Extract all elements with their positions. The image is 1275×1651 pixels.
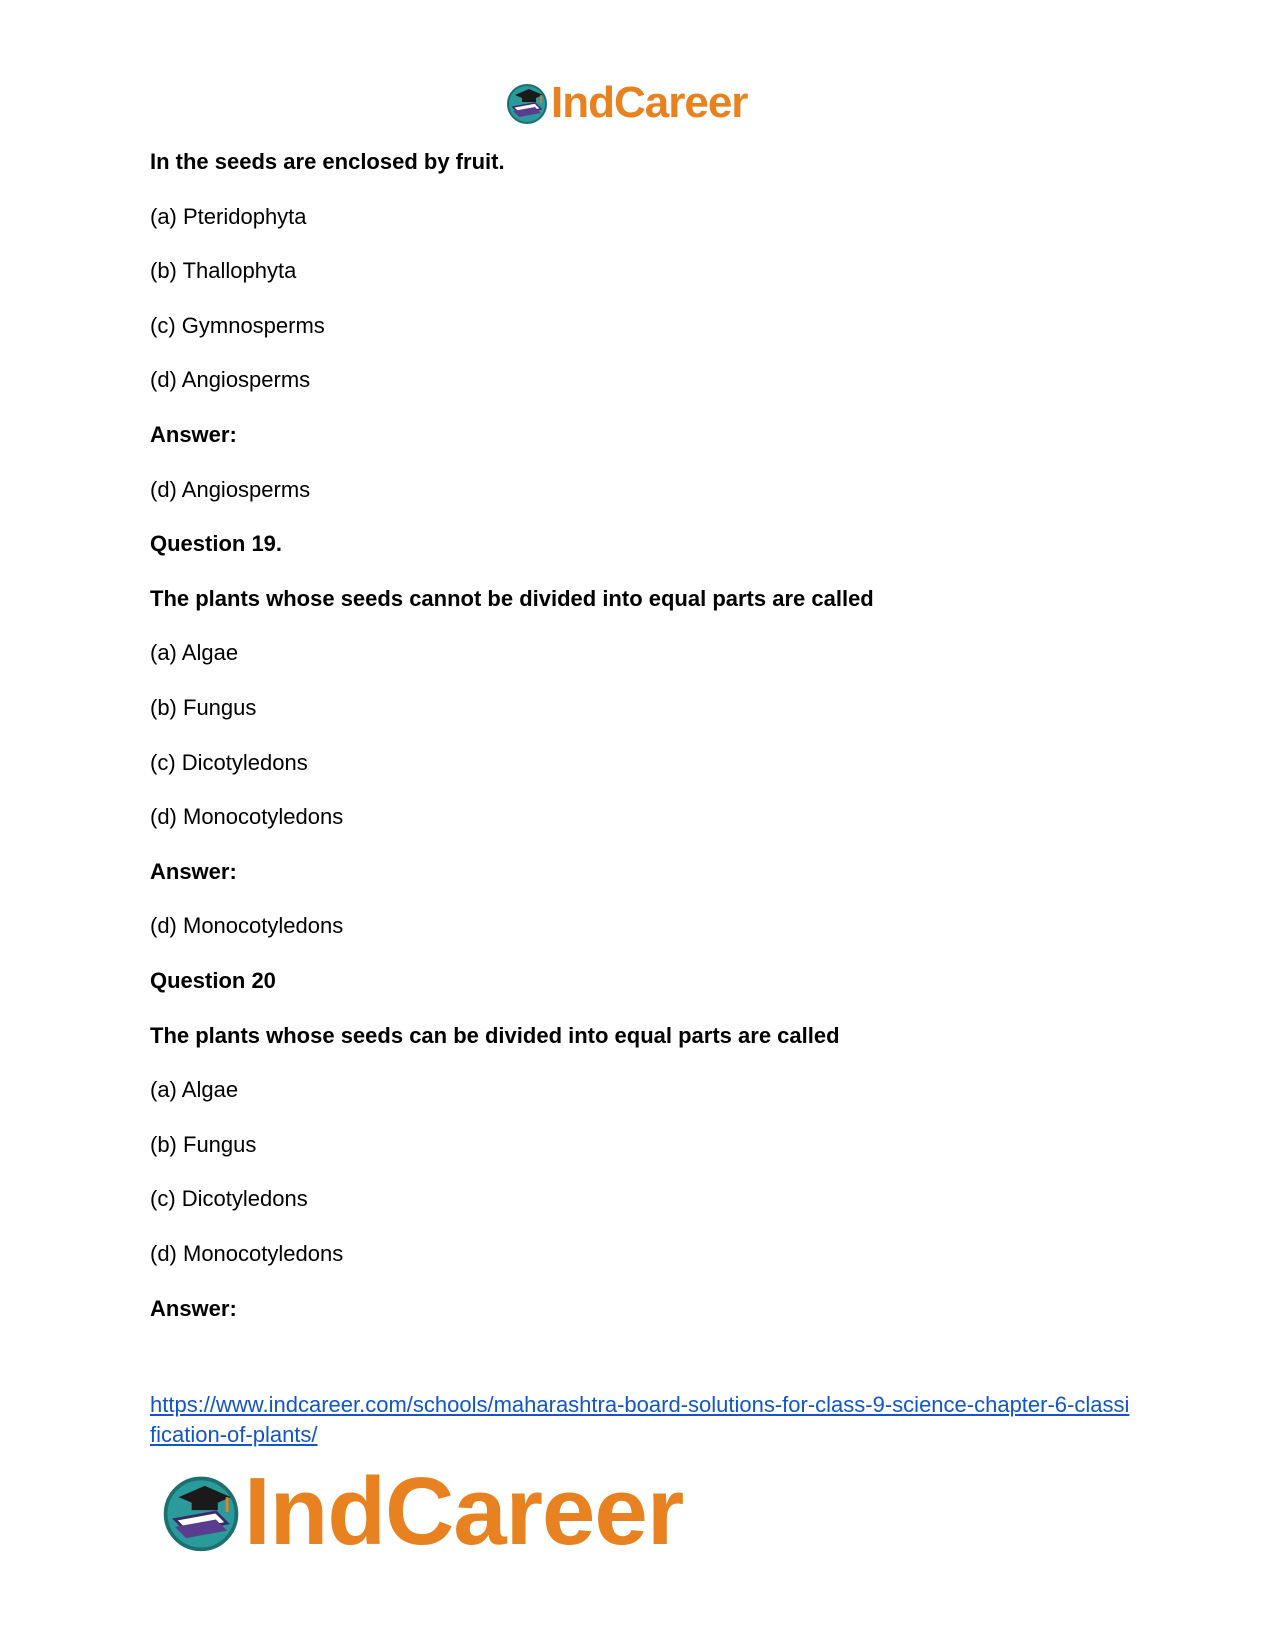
heading-line: Question 19. (150, 531, 283, 556)
heading-line: The plants whose seeds can be divided into equal parts are called (150, 1023, 840, 1048)
option-line: (d) Angiosperms (150, 367, 311, 392)
logo-wordmark: IndCareer (244, 1458, 684, 1565)
option-line: (b) Fungus (150, 695, 257, 720)
option-line: (d) Angiosperms (150, 477, 311, 502)
option-line: (a) Algae (150, 640, 239, 665)
option-line: (c) Dicotyledons (150, 1186, 308, 1211)
option-line: (a) Algae (150, 1077, 239, 1102)
option-line: (b) Fungus (150, 1132, 257, 1157)
header-logo (505, 78, 747, 128)
option-line: (d) Monocotyledons (150, 1241, 344, 1266)
footer-logo (160, 1458, 684, 1565)
heading-line: In the seeds are enclosed by fruit. (150, 149, 505, 174)
heading-line: Question 20 (150, 968, 276, 993)
option-line: (a) Pteridophyta (150, 204, 307, 229)
heading-line: Answer: (150, 1296, 237, 1321)
option-line: (d) Monocotyledons (150, 804, 344, 829)
graduation-cap-book-globe-icon (505, 81, 549, 125)
heading-line: Answer: (150, 422, 237, 447)
heading-line: The plants whose seeds cannot be divided into equal parts are called (150, 586, 874, 611)
option-line: (b) Thallophyta (150, 258, 297, 283)
option-line: (c) Gymnosperms (150, 313, 325, 338)
option-line: (d) Monocotyledons (150, 913, 344, 938)
option-line: (c) Dicotyledons (150, 750, 308, 775)
heading-line: Answer: (150, 859, 237, 884)
graduation-cap-book-globe-icon (160, 1471, 242, 1553)
logo-wordmark: IndCareer (551, 78, 748, 127)
source-url-link[interactable]: https://www.indcareer.com/schools/maharashtra-board-solutions-for-class-9-science-chapter-6-classification-of-plants/ (150, 1392, 1130, 1447)
